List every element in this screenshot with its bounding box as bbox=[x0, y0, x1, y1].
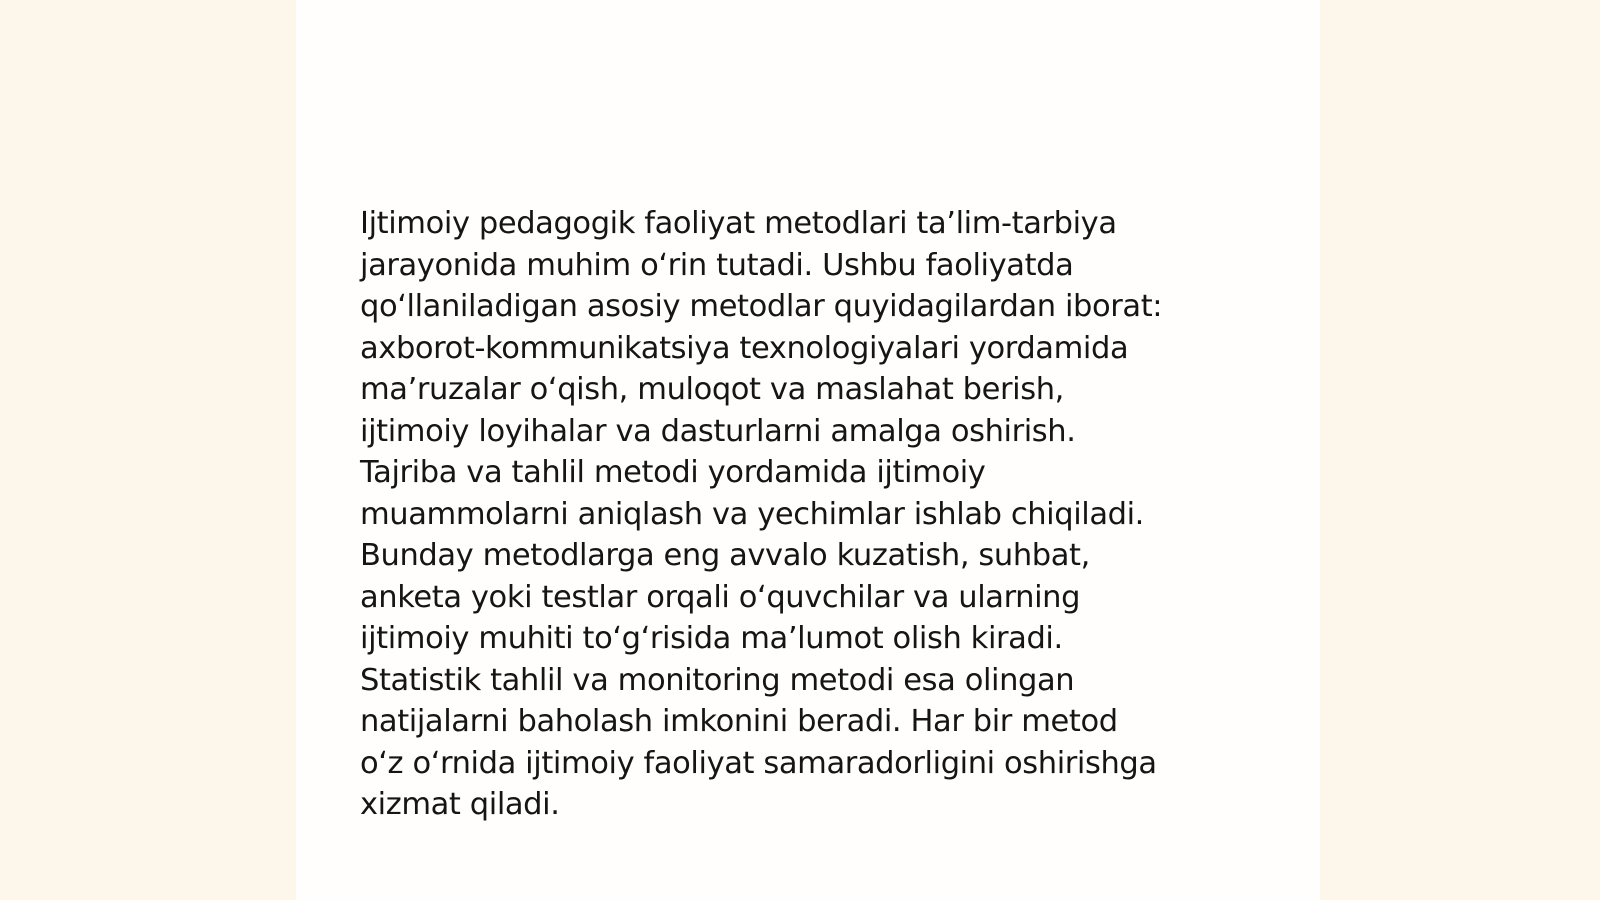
paragraph-line: Bunday metodlarga eng avvalo kuzatish, suhbat, bbox=[360, 538, 1090, 573]
right-margin bbox=[1320, 0, 1600, 900]
left-margin bbox=[0, 0, 296, 900]
paragraph-line: Ijtimoiy pedagogik faoliyat metodlari ta’lim-tarbiya bbox=[360, 206, 1117, 241]
paragraph-line: ijtimoiy muhiti to‘g‘risida ma’lumot olish kiradi. bbox=[360, 621, 1063, 656]
paragraph-line: Tajriba va tahlil metodi yordamida ijtimoiy bbox=[360, 455, 986, 490]
paragraph-line: jarayonida muhim o‘rin tutadi. Ushbu faoliyatda bbox=[360, 247, 1074, 283]
paragraph-line: muammolarni aniqlash va yechimlar ishlab chiqiladi. bbox=[360, 496, 1144, 532]
paragraph-line: xizmat qiladi. bbox=[360, 787, 560, 822]
paragraph-line: ma’ruzalar o‘qish, muloqot va maslahat berish, bbox=[360, 372, 1064, 407]
paragraph-line: Statistik tahlil va monitoring metodi esa olingan bbox=[360, 662, 1075, 698]
paragraph-line: ijtimoiy loyihalar va dasturlarni amalga oshirish. bbox=[360, 413, 1076, 449]
paragraph-line: natijalarni baholash imkonini beradi. Har bir metod bbox=[360, 704, 1118, 739]
paragraph-line: qo‘llaniladigan asosiy metodlar quyidagilardan iborat: bbox=[360, 289, 1163, 324]
body-paragraph bbox=[360, 203, 1260, 826]
paragraph-line: o‘z o‘rnida ijtimoiy faoliyat samaradorligini oshirishga bbox=[360, 745, 1157, 781]
paragraph-line: axborot-kommunikatsiya texnologiyalari yordamida bbox=[360, 330, 1129, 366]
paragraph-line: anketa yoki testlar orqali o‘quvchilar va ularning bbox=[360, 579, 1081, 615]
